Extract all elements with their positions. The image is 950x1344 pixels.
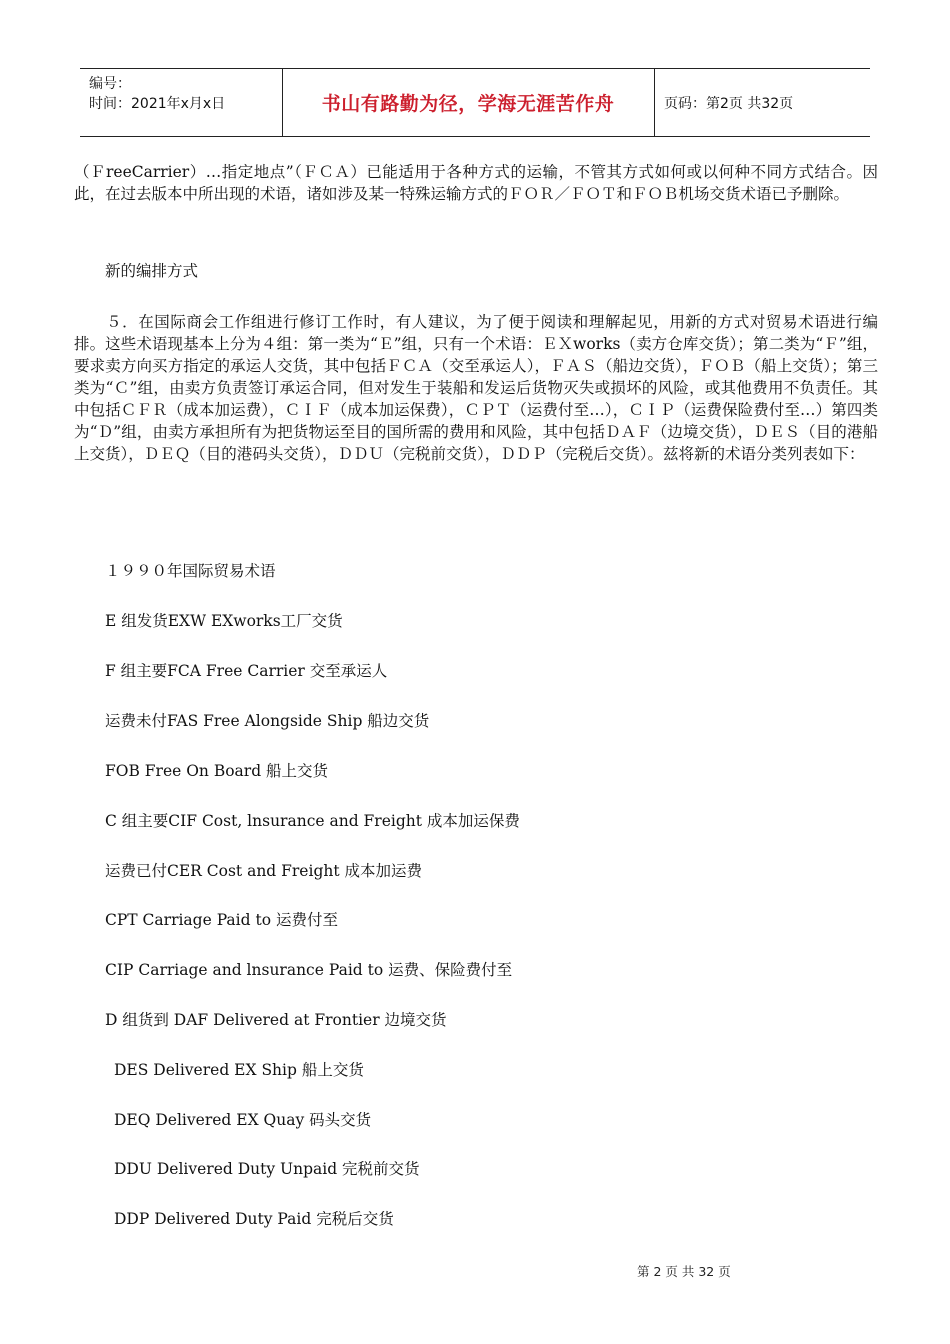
header-motto: 书山有路勤为径，学海无涯苦作舟 bbox=[321, 93, 615, 115]
term-line: CIP Carriage and lnsurance Paid to 运费、保险费付至 bbox=[105, 961, 513, 979]
term-line: DDP Delivered Duty Paid 完税后交货 bbox=[114, 1210, 394, 1228]
page-footer: 第 2 页 共 32 页 bbox=[637, 1264, 731, 1279]
term-line: E 组发货EXW EXworks工厂交货 bbox=[105, 612, 343, 630]
section-heading: 新的编排方式 bbox=[105, 262, 199, 280]
document-time-label: 时间：2021年x月x日 bbox=[89, 96, 226, 112]
term-line: D 组货到 DAF Delivered at Frontier 边境交货 bbox=[105, 1011, 447, 1029]
page-header bbox=[80, 68, 870, 137]
term-line: DEQ Delivered EX Quay 码头交货 bbox=[114, 1111, 372, 1129]
term-line: FOB Free On Board 船上交货 bbox=[105, 762, 329, 780]
document-number-label: 编号： bbox=[89, 76, 131, 92]
header-page-code: 页码：第2页 共32页 bbox=[664, 95, 794, 112]
term-line: 运费未付FAS Free Alongside Ship 船边交货 bbox=[105, 712, 430, 730]
header-motto-cell bbox=[282, 69, 655, 136]
term-line: CPT Carriage Paid to 运费付至 bbox=[105, 911, 338, 929]
header-page-cell bbox=[654, 69, 870, 136]
term-line: F 组主要FCA Free Carrier 交至承运人 bbox=[105, 662, 388, 680]
header-meta-cell bbox=[80, 69, 283, 136]
table-title: １９９０年国际贸易术语 bbox=[105, 562, 276, 580]
term-line: C 组主要CIF Cost, lnsurance and Freight 成本加运保费 bbox=[105, 812, 520, 830]
paragraph-classification: ５．在国际商会工作组进行修订工作时，有人建议，为了便于阅读和理解起见，用新的方式对贸易术语进行编排。这些术语现基本上分为４组：第一类为“Ｅ”组，只有一个术语：ＥＸworks（卖方仓库交货）；第二类为“Ｆ”组，要求卖方向买方指定的承运人交货，其中包括ＦＣＡ（交至承运人），ＦＡＳ（船边交货），ＦＯＢ（船上交货）；第三类为“Ｃ”组，由卖方负责签订承运合同，但对发生于装船和发运后货物灭失或损坏的风险，或其他费用不负责任。其中包括ＣＦＲ（成本加运费），ＣＩＦ（成本加运保费），ＣＰＴ（运费付至…），ＣＩＰ（运费保险费付至…）第四类为“Ｄ”组，由卖方承担所有为把货物运至目的国所需的费用和风险，其中包括ＤＡＦ（边境交货），ＤＥＳ（目的港船上交货），ＤＥＱ（目的港码头交货），ＤＤＵ（完税前交货），ＤＤＰ（完税后交货）。兹将新的术语分类列表如下： bbox=[74, 313, 878, 463]
term-line: DES Delivered EX Ship 船上交货 bbox=[114, 1061, 364, 1079]
term-line: 运费已付CER Cost and Freight 成本加运费 bbox=[105, 862, 423, 880]
term-line: DDU Delivered Duty Unpaid 完税前交货 bbox=[114, 1160, 420, 1178]
paragraph-fca: （ＦreeCarrier）…指定地点”（ＦＣＡ）已能适用于各种方式的运输，不管其方式如何或以何种不同方式结合。因此，在过去版本中所出现的术语，诸如涉及某一特殊运输方式的ＦＯＲ／ＦＯＴ和ＦＯＢ机场交货术语已予删除。 bbox=[74, 163, 878, 203]
